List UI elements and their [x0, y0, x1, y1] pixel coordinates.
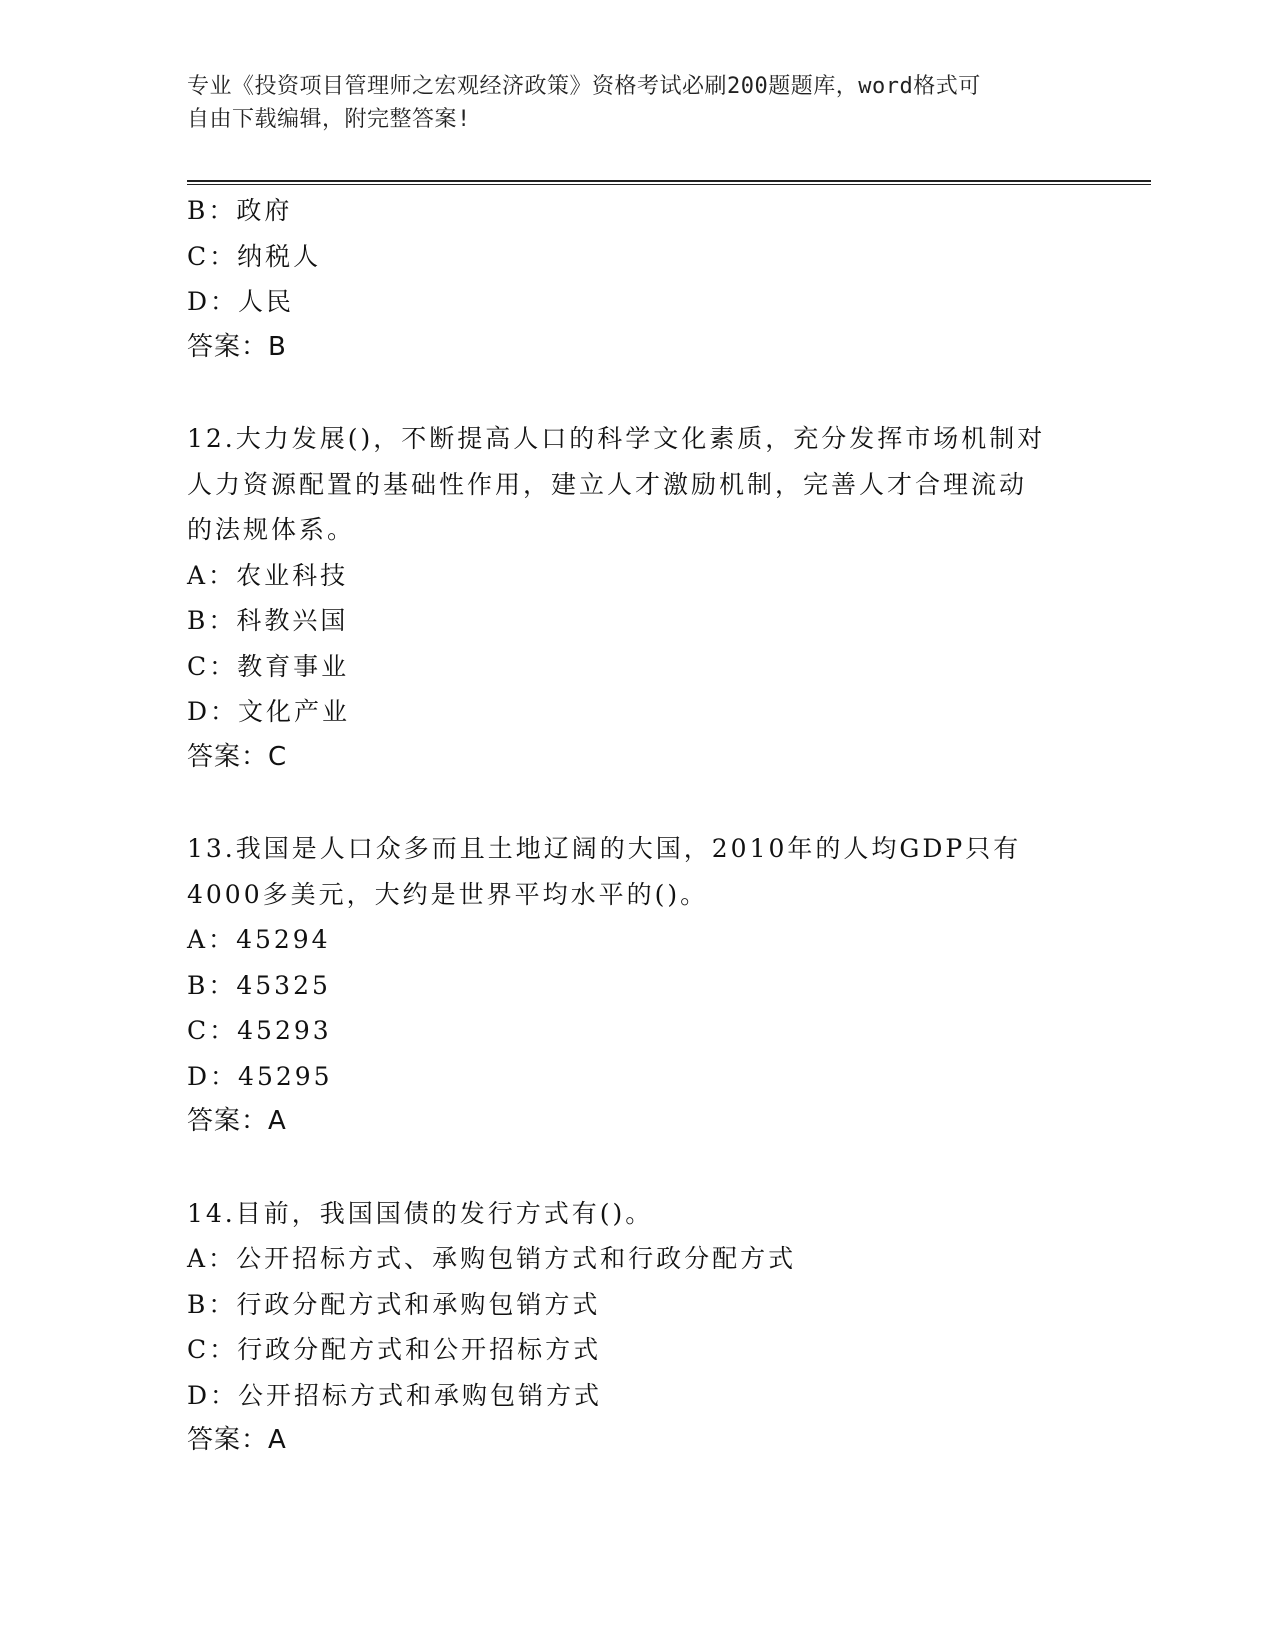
question-12	[187, 416, 1087, 780]
spacer	[187, 1145, 1087, 1191]
option-label: D：	[187, 697, 239, 726]
option-d	[187, 279, 1087, 325]
option-text: 公开招标方式、承购包销方式和行政分配方式	[236, 1244, 797, 1273]
question-list	[187, 188, 1087, 1464]
question-stem-line: 14.目前，我国国债的发行方式有()。	[187, 1198, 654, 1228]
header-title-line-2: 自由下载编辑，附完整答案!	[187, 107, 471, 132]
option-b	[187, 963, 1087, 1009]
answer: 答案：A	[187, 1425, 287, 1455]
option-label: A：	[187, 1244, 237, 1273]
option-text: 45293	[237, 1016, 332, 1045]
question-stem-line: 的法规体系。	[187, 515, 356, 544]
question-stem-line: 4000多美元，大约是世界平均水平的()。	[187, 879, 709, 909]
option-label: C：	[187, 1335, 238, 1364]
option-text: 45325	[236, 970, 331, 1000]
option-label: C：	[187, 241, 238, 271]
option-label: D：	[187, 1061, 239, 1091]
option-text: 公开招标方式和承购包销方式	[238, 1380, 603, 1410]
option-d	[187, 1373, 1087, 1419]
option-d	[187, 1054, 1087, 1100]
option-label: C：	[187, 1016, 238, 1045]
header-divider	[187, 180, 1151, 185]
question-stem-line: 13.我国是人口众多而且土地辽阔的大国，2010年的人均GDP只有	[187, 834, 1022, 863]
option-label: C：	[187, 651, 238, 681]
option-c	[187, 234, 1087, 280]
answer: 答案：B	[187, 331, 287, 362]
spacer	[187, 780, 1087, 826]
option-text: 纳税人	[237, 241, 322, 271]
question-14	[187, 1191, 1087, 1464]
option-text: 行政分配方式和承购包销方式	[236, 1289, 601, 1319]
option-label: B：	[187, 1289, 237, 1319]
header-title-line-1: 专业《投资项目管理师之宏观经济政策》资格考试必刷200题题库，word格式可	[187, 74, 981, 99]
option-text: 45295	[238, 1061, 333, 1091]
question-11	[187, 188, 1087, 370]
option-label: D：	[187, 1380, 239, 1410]
answer: 答案：C	[187, 741, 288, 772]
option-text: 农业科技	[236, 560, 349, 590]
option-label: B：	[187, 196, 237, 225]
option-b	[187, 598, 1087, 644]
option-text: 教育事业	[237, 651, 350, 681]
option-label: A：	[187, 925, 237, 954]
spacer	[187, 370, 1087, 416]
question-stem-line: 人力资源配置的基础性作用，建立人才激励机制，完善人才合理流动	[187, 469, 1028, 499]
option-label: D：	[187, 287, 239, 316]
option-b	[187, 188, 1087, 234]
option-text: 科教兴国	[236, 606, 349, 635]
option-text: 政府	[236, 196, 293, 225]
option-text: 文化产业	[238, 697, 351, 726]
option-c	[187, 644, 1087, 690]
option-a	[187, 1236, 1087, 1282]
option-c	[187, 1008, 1087, 1054]
question-13	[187, 826, 1087, 1145]
answer: 答案：A	[187, 1106, 287, 1136]
document-header	[187, 70, 1067, 136]
option-label: B：	[187, 606, 237, 635]
option-d	[187, 689, 1087, 735]
option-a	[187, 917, 1087, 963]
option-label: A：	[187, 560, 237, 590]
option-a	[187, 553, 1087, 599]
option-b	[187, 1282, 1087, 1328]
question-stem-line: 12.大力发展()，不断提高人口的科学文化素质，充分发挥市场机制对	[187, 424, 1046, 453]
option-label: B：	[187, 970, 237, 1000]
option-c	[187, 1327, 1087, 1373]
option-text: 行政分配方式和公开招标方式	[237, 1335, 602, 1364]
option-text: 45294	[236, 925, 331, 954]
option-text: 人民	[238, 287, 295, 316]
